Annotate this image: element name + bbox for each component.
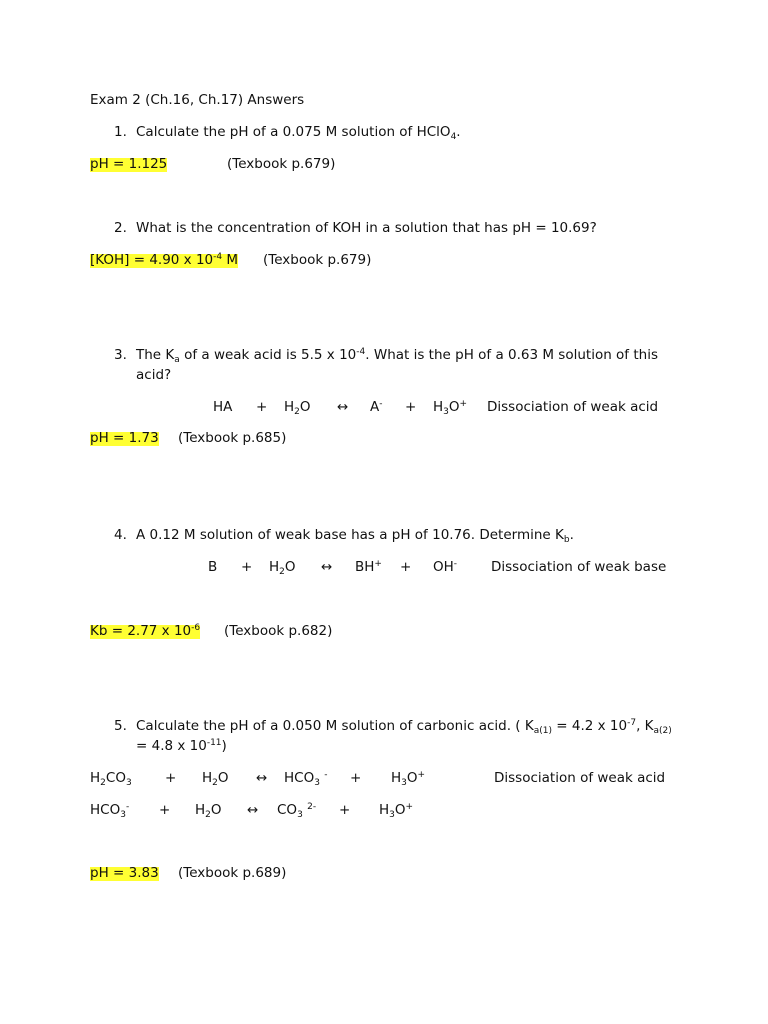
equilibrium-arrow: ↔: [321, 559, 333, 575]
question-text-continued: = 4.8 x $10^{-11}$): [136, 738, 227, 754]
equilibrium-arrow: ↔: [247, 802, 259, 818]
question-number: 3.: [114, 347, 127, 363]
question-number: 2.: [114, 220, 127, 236]
question-text-continued: acid?: [136, 367, 172, 383]
question-number: 4.: [114, 527, 127, 543]
species-ha: HA: [213, 399, 233, 415]
question-text: A 0.12 M solution of weak base has a pH of 10.76. Determine $K_b$.: [136, 527, 574, 545]
plus-sign: +: [256, 399, 268, 415]
plus-sign: +: [159, 802, 171, 818]
answer: pH = 1.125: [90, 156, 168, 172]
species-h2o: $H_2O$: [269, 559, 296, 577]
equilibrium-arrow: ↔: [337, 399, 349, 415]
question-number: 5.: [114, 718, 127, 734]
question-text: What is the concentration of KOH in a solution that has pH = 10.69?: [136, 220, 597, 236]
answer: pH = 3.83: [90, 865, 159, 881]
species-h3o-plus: $H_3O^+$: [433, 399, 468, 417]
question-text: The $K_a$ of a weak acid is 5.5 x $10^{-4}$. What is the pH of a 0.63 M solution of this: [136, 347, 658, 365]
page-title: Exam 2 (Ch.16, Ch.17) Answers: [90, 92, 305, 108]
plus-sign: +: [165, 770, 177, 786]
plus-sign: +: [400, 559, 412, 575]
plus-sign: +: [405, 399, 417, 415]
equilibrium-arrow: ↔: [256, 770, 268, 786]
answer: [KOH] = 4.90 x $10^{-4}$ M: [90, 252, 239, 268]
textbook-reference: (Texbook p.689): [178, 865, 287, 881]
textbook-reference: (Texbook p.685): [178, 430, 287, 446]
species-h2co3: $H_2CO_3$: [90, 770, 132, 788]
answer: Kb = 2.77 x $10^{-6}$: [90, 623, 201, 639]
reaction-note: Dissociation of weak base: [491, 559, 667, 575]
plus-sign: +: [241, 559, 253, 575]
species-hco3-minus: $HCO_3^-$: [90, 802, 130, 820]
plus-sign: +: [350, 770, 362, 786]
question-text: Calculate the pH of a 0.050 M solution of carbonic acid. ( $K_{a(1)} = 4.2$ x $10^{-7}$, $K_{a(2)}$: [136, 718, 672, 736]
answer: pH = 1.73: [90, 430, 159, 446]
species-bh-plus: BH+: [355, 559, 382, 575]
species-h2o: $H_2O$: [202, 770, 229, 788]
species-h2o: $H_2O$: [195, 802, 222, 820]
textbook-reference: (Texbook p.682): [224, 623, 333, 639]
species-a-minus: A-: [370, 399, 383, 415]
species-co3-2minus: $CO_3$ $^{2-}$: [277, 802, 317, 820]
textbook-reference: (Texbook p.679): [227, 156, 336, 172]
plus-sign: +: [339, 802, 351, 818]
question-number: 1.: [114, 124, 127, 140]
species-h3o-plus: $H_3O^+$: [379, 802, 414, 820]
reaction-note: Dissociation of weak acid: [487, 399, 659, 415]
species-hco3-minus: $HCO_3$ -: [284, 770, 328, 788]
species-b: B: [208, 559, 218, 575]
question-text: Calculate the pH of a 0.075 M solution of HClO$_4$.: [136, 124, 461, 142]
reaction-note: Dissociation of weak acid: [494, 770, 666, 786]
species-h3o-plus: $H_3O^+$: [391, 770, 426, 788]
textbook-reference: (Texbook p.679): [263, 252, 372, 268]
species-h2o: $H_2O$: [284, 399, 311, 417]
species-oh-minus: OH-: [433, 559, 458, 575]
